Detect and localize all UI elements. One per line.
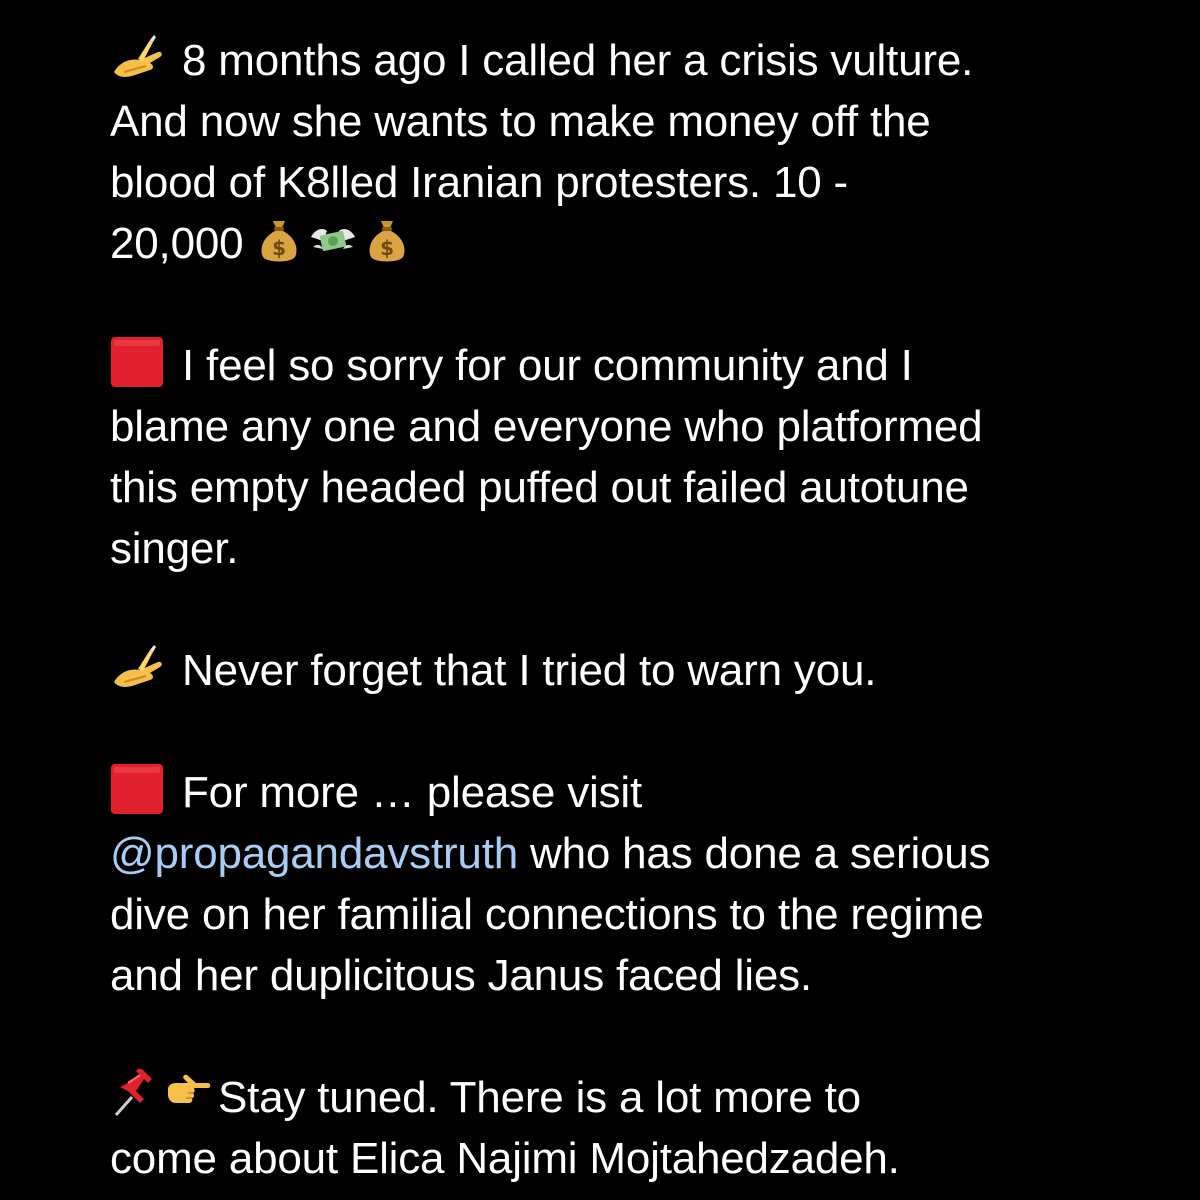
line bbox=[110, 823, 1170, 884]
writing-hand-icon bbox=[110, 642, 164, 692]
p1-text-d: 20,000 bbox=[110, 219, 244, 268]
mention-link[interactable]: @propagandavstruth bbox=[110, 829, 518, 878]
p2-text-c: this empty headed puffed out failed autotune bbox=[110, 463, 969, 512]
red-square-icon bbox=[110, 337, 164, 387]
p2-text-b: blame any one and everyone who platformed bbox=[110, 402, 983, 451]
p2-text-a: I feel so sorry for our community and I bbox=[182, 341, 913, 390]
line bbox=[110, 30, 1170, 91]
p5-text-a: Stay tuned. There is a lot more to bbox=[218, 1073, 861, 1122]
pointing-right-icon bbox=[164, 1069, 212, 1119]
money-bag-icon bbox=[255, 215, 303, 265]
red-square-icon bbox=[110, 764, 164, 814]
paragraph-5 bbox=[110, 1067, 1170, 1189]
p4-text-d: and her duplicitous Janus faced lies. bbox=[110, 951, 812, 1000]
pushpin-icon bbox=[110, 1069, 158, 1119]
p3-text-a: Never forget that I tried to warn you. bbox=[182, 646, 877, 695]
paragraph-3 bbox=[110, 640, 1170, 701]
money-with-wings-icon bbox=[309, 215, 357, 265]
line bbox=[110, 640, 1170, 701]
writing-hand-icon bbox=[110, 32, 164, 82]
paragraph-4 bbox=[110, 762, 1170, 1006]
p1-text-a: 8 months ago I called her a crisis vulture. bbox=[182, 36, 974, 85]
money-bag-icon bbox=[363, 215, 411, 265]
line bbox=[110, 335, 1170, 396]
svg-text:$: $ bbox=[380, 236, 395, 260]
line bbox=[110, 762, 1170, 823]
p2-text-d: singer. bbox=[110, 524, 239, 573]
paragraph-1 bbox=[110, 30, 1170, 274]
p4-text-c: dive on her familial connections to the regime bbox=[110, 890, 984, 939]
p5-text-b: come about Elica Najimi Mojtahedzadeh. bbox=[110, 1134, 900, 1183]
p4-text-a: For more … please visit bbox=[182, 768, 642, 817]
p4-text-b: who has done a serious bbox=[518, 829, 991, 878]
line bbox=[110, 1067, 1170, 1128]
line bbox=[110, 213, 1170, 274]
paragraph-2 bbox=[110, 335, 1170, 579]
p1-text-c: blood of K8lled Iranian protesters. 10 - bbox=[110, 158, 849, 207]
p1-text-b: And now she wants to make money off the bbox=[110, 97, 931, 146]
svg-text:$: $ bbox=[272, 236, 287, 260]
post-text bbox=[110, 30, 1170, 1189]
